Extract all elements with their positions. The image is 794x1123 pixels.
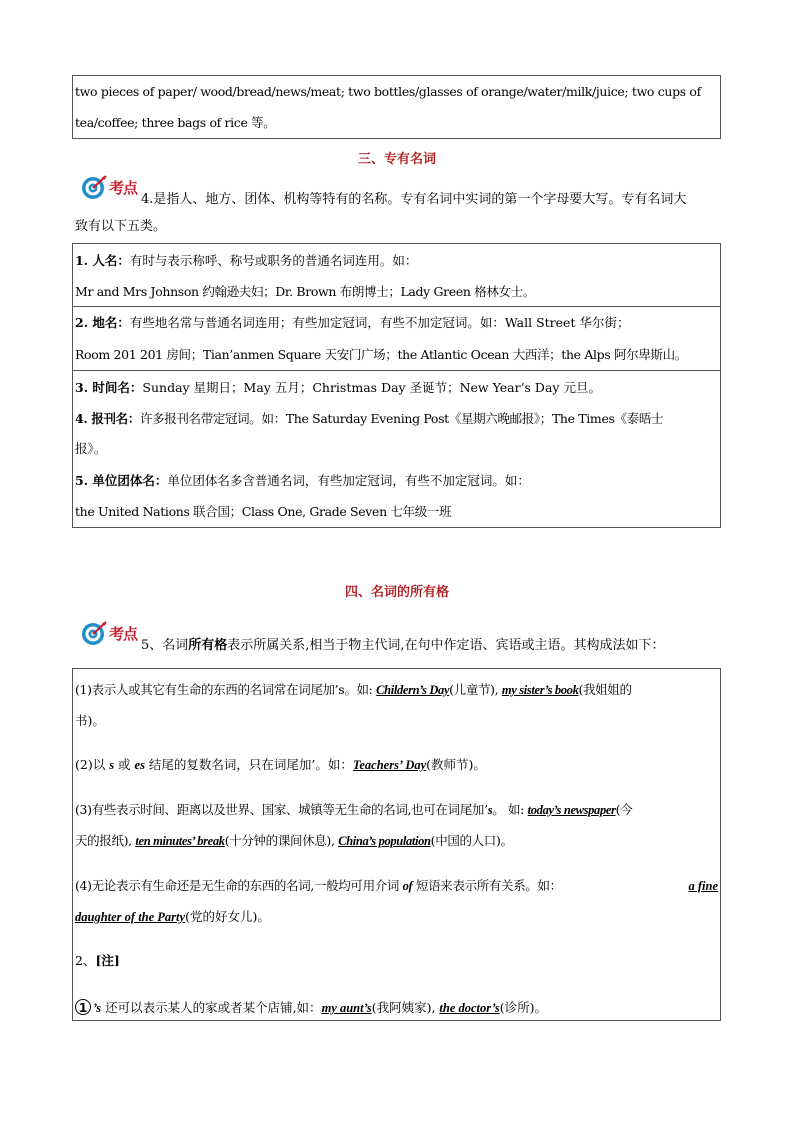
rule2-text-d: (教师节)。 bbox=[426, 757, 486, 772]
rule3-example-3: China’s population bbox=[338, 834, 431, 848]
section4-title: 四、名词的所有格 bbox=[344, 585, 449, 600]
note-heading bbox=[75, 954, 120, 968]
place-names-example: Room 201 201 房间；Tian’anmen Square 天安门广场；the Atlantic Ocean 大西洋；the Alps 阿尔卑斯山。 bbox=[75, 347, 687, 362]
section4-intro-c: 表示所属关系,相当于物主代词,在句中作定语、宾语或主语。其构成法如下： bbox=[227, 638, 665, 653]
circled-number-1: 1 bbox=[75, 999, 91, 1015]
person-names-text: 有时与表示称呼、称号或职务的普通名词连用。如： bbox=[129, 253, 418, 268]
kaodian-badge-1 bbox=[80, 174, 140, 200]
section4-intro-a: 5、名词 bbox=[141, 638, 189, 653]
rule3-text-e: (十分钟的课间休息), bbox=[224, 833, 339, 848]
possessive-rule-3-cont bbox=[75, 834, 513, 848]
proper-nouns-divider-1 bbox=[72, 306, 721, 307]
note1-example-1: my aunt’s bbox=[321, 1001, 372, 1015]
time-names-text: Sunday 星期日；May 五月；Christmas Day 圣诞节；New Year’s Day 元旦。 bbox=[142, 380, 601, 395]
possessive-rule-1 bbox=[75, 683, 632, 697]
place-names-label: 2. 地名： bbox=[75, 315, 130, 330]
section3-intro-line1: 4.是指人、地方、团体、机构等特有的名称。专有名词中实词的第一个字母要大写。专有名词大 bbox=[141, 192, 687, 207]
section3-title: 三、专有名词 bbox=[357, 152, 436, 167]
rule3-text-f: (中国的人口)。 bbox=[430, 833, 513, 848]
section4-intro bbox=[141, 639, 665, 653]
rule2-s: s bbox=[109, 758, 115, 772]
organization-names-text: 单位团体名多含普通名词，有些加定冠词，有些不加定冠词。如： bbox=[167, 473, 530, 488]
rule3-example-2: ten minutes’ break bbox=[135, 834, 225, 848]
person-names-label: 1. 人名： bbox=[75, 253, 130, 268]
rule3-example-1: today’s newspaper bbox=[527, 803, 616, 817]
rule2-text-b: 或 bbox=[114, 757, 135, 772]
rule2-es: es bbox=[134, 758, 145, 772]
organization-names-label: 5. 单位团体名： bbox=[75, 473, 168, 488]
note1-text-b: (我阿姨家), bbox=[371, 1000, 440, 1015]
possessive-rule-3 bbox=[75, 803, 632, 817]
note1-example-2: the doctor’s bbox=[439, 1001, 500, 1015]
rule4-of: of bbox=[402, 879, 413, 893]
organization-names-example: the United Nations 联合国；Class One, Grade Seven 七年级一班 bbox=[75, 504, 452, 519]
note1-text-a: 还可以表示某人的家或者某个店铺,如： bbox=[101, 1000, 322, 1015]
rule2-text-a: (2)以 bbox=[75, 757, 110, 772]
kaodian-label-1: 考点 bbox=[109, 179, 138, 197]
note1-s: ’s bbox=[93, 1001, 102, 1015]
target-icon bbox=[80, 174, 110, 200]
rule2-example: Teachers’ Day bbox=[352, 758, 427, 772]
rule3-s: s bbox=[487, 803, 493, 817]
periodical-names-row-cont: 报》。 bbox=[75, 441, 107, 456]
rule4-text-c: (党的好女儿)。 bbox=[185, 909, 270, 924]
periodical-names-text: 许多报刊名带定冠词。如：The Saturday Evening Post《星期六晚邮报》；The Times《泰晤士 bbox=[139, 411, 664, 426]
rule3-text-c: (今 bbox=[615, 802, 633, 817]
rule2-text-c: 结尾的复数名词，只在词尾加’。如： bbox=[144, 757, 353, 772]
rule4-example-1: a fine bbox=[688, 879, 718, 893]
periodical-names-label: 4. 报刊名： bbox=[75, 411, 140, 426]
rule4-text-a: (4)无论表示有生命还是无生命的东西的名词,一般均可用介词 bbox=[75, 878, 403, 893]
note-label: [注] bbox=[95, 953, 120, 968]
rule4-text-b: 短语来表示所有关系。如： bbox=[412, 878, 562, 893]
time-names-label: 3. 时间名： bbox=[75, 380, 143, 395]
rule3-text-b: 。 如: bbox=[492, 802, 528, 817]
person-names-example: Mr and Mrs Johnson 约翰逊夫妇；Dr. Brown 布朗博士；Lady Green 格林女士。 bbox=[75, 284, 535, 299]
section3-intro-line2: 致有以下五类。 bbox=[75, 219, 167, 234]
person-names-row bbox=[75, 254, 417, 268]
rule1-example-1: Childern’s Day bbox=[376, 683, 450, 697]
rule1-text-a: (1)表示人或其它有生命的东西的名词常在词尾加’s。如: bbox=[75, 682, 377, 697]
organization-names-row bbox=[75, 474, 530, 488]
place-names-text: 有些地名常与普通名词连用；有些加定冠词，有些不加定冠词。如：Wall Street 华尔街； bbox=[129, 315, 630, 330]
rule1-text-c: (我姐姐的 bbox=[578, 682, 632, 697]
rule3-text-d: 天的报纸), bbox=[75, 833, 136, 848]
rule4-example-2: daughter of the Party bbox=[75, 910, 186, 924]
time-names-row bbox=[75, 381, 601, 395]
box1-line1: two pieces of paper/ wood/bread/news/meat; two bottles/glasses of orange/water/milk/juice; two cups of bbox=[75, 84, 701, 99]
note1-text-c: (诊所)。 bbox=[499, 1000, 547, 1015]
possessive-rule-4-cont bbox=[75, 910, 270, 924]
section4-intro-b: 所有格 bbox=[188, 638, 228, 653]
proper-nouns-divider-2 bbox=[72, 370, 721, 371]
rule3-text-a: (3)有些表示时间、距离以及世界、国家、城镇等无生命的名词,也可在词尾加’ bbox=[75, 802, 488, 817]
note-number: 2、 bbox=[75, 953, 96, 968]
periodical-names-row bbox=[75, 412, 663, 426]
rule1-text-b: (儿童节), bbox=[449, 682, 502, 697]
box1-line2: tea/coffee; three bags of rice 等。 bbox=[75, 115, 276, 130]
kaodian-badge-2 bbox=[80, 620, 140, 646]
rule1-example-2: my sister’s book bbox=[501, 683, 579, 697]
target-icon bbox=[80, 620, 110, 646]
kaodian-label-2: 考点 bbox=[109, 625, 138, 643]
possessive-rule-1-cont: 书)。 bbox=[75, 713, 105, 728]
place-names-row bbox=[75, 316, 629, 330]
note-item-1 bbox=[75, 999, 547, 1015]
possessive-rule-4 bbox=[75, 879, 562, 893]
possessive-rule-2 bbox=[75, 758, 486, 772]
